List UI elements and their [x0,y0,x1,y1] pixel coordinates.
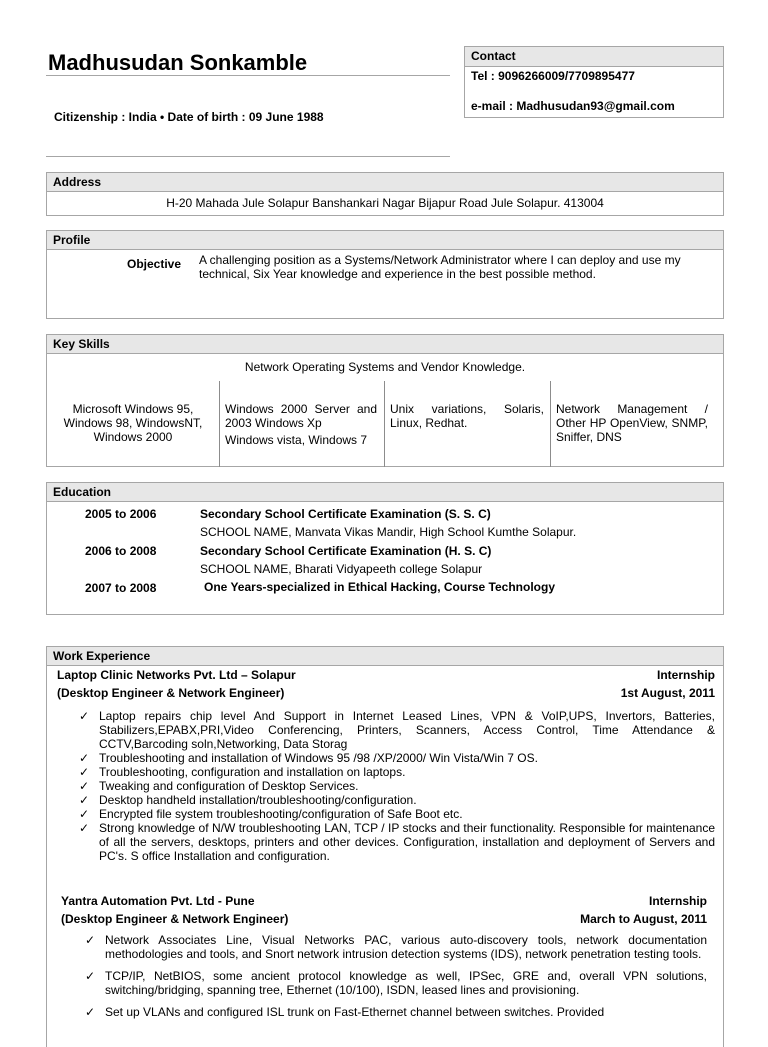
list-item [77,793,715,807]
education-header: Education [47,483,723,502]
contact-header: Contact [465,47,723,67]
profile-section [46,230,724,319]
job-company: Yantra Automation Pvt. Ltd - Pune [61,894,255,908]
edu-years: 2006 to 2008 [85,544,157,558]
list-item [83,1005,707,1019]
edu-school: SCHOOL NAME, Manvata Vikas Mandir, High School Kumthe Solapur. [200,525,577,539]
contact-email: e-mail : Madhusudan93@gmail.com [471,99,675,113]
checkmark-icon: ✓ [79,821,90,835]
bullet-text: Strong knowledge of N/W troubleshooting LAN, TCP / IP stocks and their functionality. Responsible for maintenance of all the servers, desktops, printers and other devices. Configuration, installation and deployment of Servers and PC's. S office Installation and configuration. [99,821,715,863]
checkmark-icon: ✓ [79,807,90,821]
bullet-text: Desktop handheld installation/troubleshooting/configuration. [99,793,417,807]
edu-title: Secondary School Certificate Examination (H. S. C) [200,544,492,558]
job-type: Internship [648,894,707,908]
edu-years: 2005 to 2006 [85,507,157,521]
edu-school: SCHOOL NAME, Bharati Vidyapeeth college Solapur [200,562,483,576]
key-skills-section [46,334,724,467]
list-item [77,779,715,793]
job-role: (Desktop Engineer & Network Engineer) [61,912,289,926]
job-type: Internship [656,668,715,682]
job-bullets [77,709,715,863]
skills-subtitle: Network Operating Systems and Vendor Knowledge. [244,360,526,374]
bullet-text: TCP/IP, NetBIOS, some ancient protocol knowledge as well, IPSec, GRE and, overall VPN solutions, switching/bridging, spanning tree, Ethernet (10/100), ISDN, leased lines and provisioning. [105,969,707,997]
name-divider [46,75,450,76]
checkmark-icon: ✓ [85,1005,96,1019]
checkmark-icon: ✓ [79,793,90,807]
list-item [77,765,715,779]
skills-col-unix: Unix variations, Solaris, Linux, Redhat. [390,402,544,430]
header-divider [46,156,450,157]
bullet-text: Tweaking and configuration of Desktop Services. [99,779,359,793]
address-header: Address [47,173,723,192]
bullet-text: Laptop repairs chip level And Support in Internet Leased Lines, VPN & VoIP,UPS, Invertors, Batteries, Stabilizers,EPABX,PRI,Video Conferencing, Printers, Scanners, Access Control, Time Attendance & CCTV,Barcoding soln,Networking, Data Storag [99,709,715,751]
list-item [77,709,715,751]
address-section [46,172,724,216]
contact-tel: Tel : 9096266009/7709895477 [471,69,635,83]
job-role: (Desktop Engineer & Network Engineer) [57,686,285,700]
checkmark-icon: ✓ [79,779,90,793]
profile-header: Profile [47,231,723,250]
list-item [77,751,715,765]
bullet-text: Encrypted file system troubleshooting/configuration of Safe Boot etc. [99,807,463,821]
job-date: March to August, 2011 [580,912,707,926]
checkmark-icon: ✓ [85,969,96,983]
list-item [77,807,715,821]
checkmark-icon: ✓ [79,751,90,765]
work-experience-header: Work Experience [47,647,723,666]
skills-col-network-mgmt: Network Management / Other HP OpenView, SNMP, Sniffer, DNS [556,402,708,444]
bullet-text: Network Associates Line, Visual Networks PAC, various auto-discovery tools, network documentation methodologies and tools, and Snort network intrusion detection systems (IDS), network penetration testing tools. [105,933,707,961]
bullet-text: Troubleshooting, configuration and installation on laptops. [99,765,406,779]
job-bullets [83,933,707,1019]
address-text: H-20 Mahada Jule Solapur Banshankari Nagar Bijapur Road Jule Solapur. 413004 [166,196,604,210]
skills-col-windows-vista: Windows vista, Windows 7 [225,433,368,447]
skills-col-windows-server: Windows 2000 Server and 2003 Windows Xp [225,402,377,430]
citizenship-line: Citizenship : India • Date of birth : 09 June 1988 [54,110,324,124]
list-item [77,821,715,863]
list-item [83,933,707,961]
checkmark-icon: ✓ [79,765,90,779]
job-company: Laptop Clinic Networks Pvt. Ltd – Solapur [57,668,296,682]
checkmark-icon: ✓ [85,933,96,947]
skills-col-windows-classic: Microsoft Windows 95, Windows 98, WindowsNT, Windows 2000 [63,402,203,444]
candidate-name: Madhusudan Sonkamble [48,50,308,75]
contact-box [464,46,724,118]
job-date: 1st August, 2011 [620,686,715,700]
bullet-text: Troubleshooting and installation of Windows 95 /98 /XP/2000/ Win Vista/Win 7 OS. [99,751,538,765]
checkmark-icon: ✓ [79,709,90,723]
edu-title: Secondary School Certificate Examination (S. S. C) [200,507,491,521]
key-skills-header: Key Skills [47,335,723,354]
objective-text: A challenging position as a Systems/Network Administrator where I can deploy and use my technical, Six Year knowledge and experience in the best possible method. [199,253,681,281]
list-item [83,969,707,997]
bullet-text: Set up VLANs and configured ISL trunk on Fast-Ethernet channel between switches. Provided [105,1005,605,1019]
education-section [46,482,724,615]
edu-title: One Years-specialized in Ethical Hacking, Course Technology [204,580,555,594]
work-experience-section [46,646,724,1047]
objective-label: Objective [127,257,182,271]
edu-years: 2007 to 2008 [85,581,157,595]
